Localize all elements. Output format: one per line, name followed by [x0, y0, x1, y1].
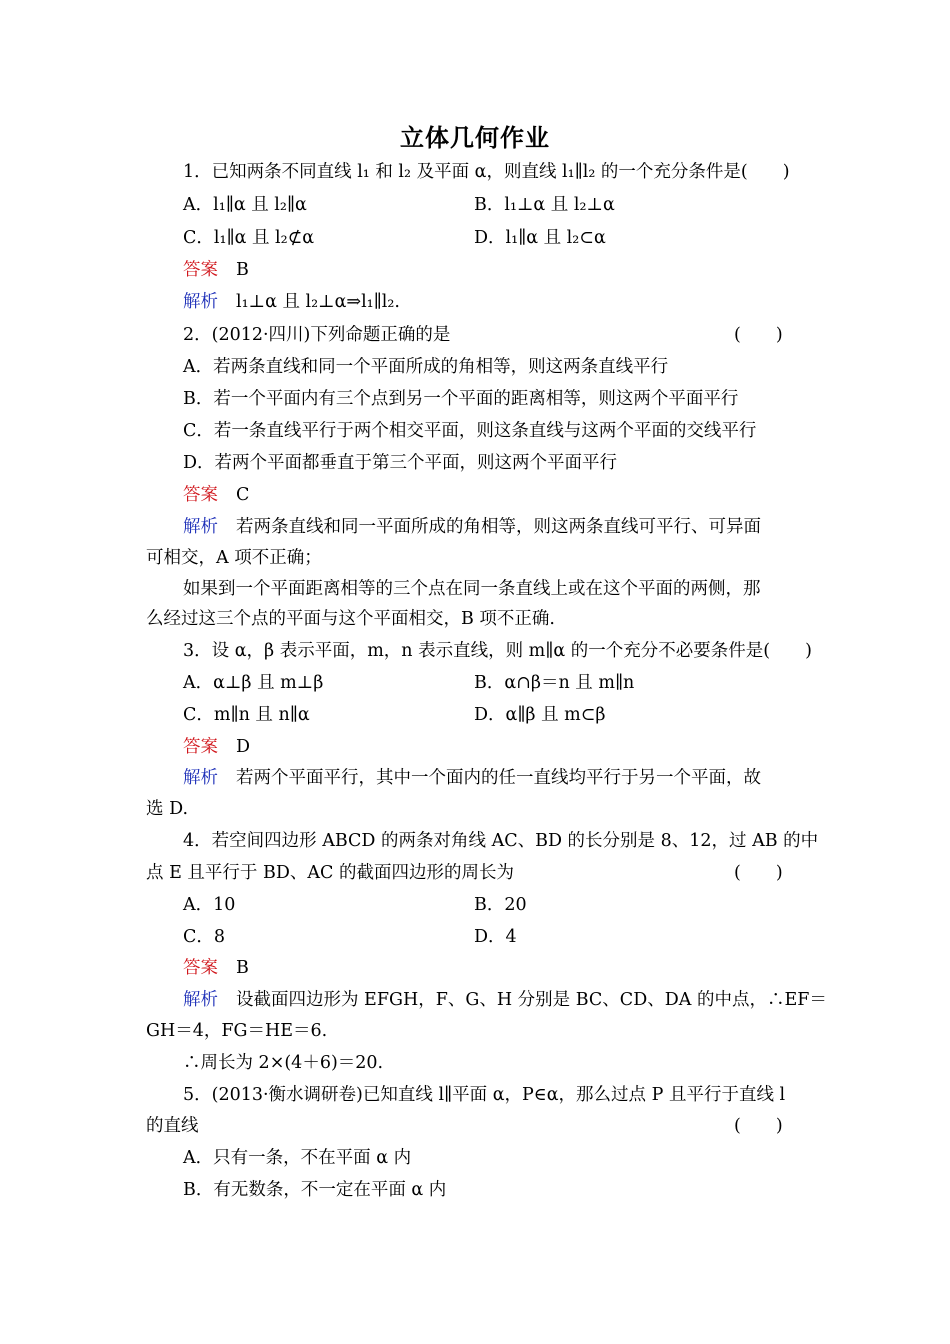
q2-answer-blank: ( ): [734, 325, 783, 345]
q2-option-d: D．若两个平面都垂直于第三个平面，则这两个平面平行: [183, 453, 618, 473]
q2-answer-row: [183, 483, 249, 507]
analysis-label: 解析: [183, 517, 218, 537]
q4-stem-1: 4．若空间四边形 ABCD 的两条对角线 AC、BD 的长分别是 8、12，过 AB 的中: [183, 831, 819, 851]
q2-analysis-1: 若两条直线和同一平面所成的角相等，则这两条直线可平行、可异面: [236, 517, 761, 537]
analysis-label: 解析: [183, 990, 218, 1010]
q5-stem-2: 的直线: [146, 1116, 199, 1136]
analysis-label: 解析: [183, 768, 218, 788]
q4-option-d: D．4: [474, 927, 517, 947]
q2-option-b: B．若一个平面内有三个点到另一个平面的距离相等，则这两个平面平行: [183, 389, 739, 409]
answer-label: 答案: [183, 958, 218, 978]
q5-option-a: A．只有一条，不在平面 α 内: [183, 1148, 412, 1168]
q4-answer: B: [236, 958, 249, 978]
q2-option-c: C．若一条直线平行于两个相交平面，则这条直线与这两个平面的交线平行: [183, 421, 757, 441]
q2-analysis-row: [183, 515, 761, 539]
q2-stem: 2．(2012·四川)下列命题正确的是: [183, 325, 451, 345]
q4-option-a: A．10: [183, 895, 236, 915]
q3-option-c: C．m∥n 且 n∥α: [183, 705, 310, 725]
q4-answer-row: [183, 956, 249, 980]
q1-analysis: l₁⊥α 且 l₂⊥α⇒l₁∥l₂.: [236, 292, 400, 312]
q3-stem: 3．设 α，β 表示平面，m，n 表示直线，则 m∥α 的一个充分不必要条件是( ): [183, 641, 812, 661]
q2-option-a: A．若两条直线和同一个平面所成的角相等，则这两条直线平行: [183, 357, 669, 377]
q3-option-a: A．α⊥β 且 m⊥β: [183, 673, 324, 693]
q1-option-a: A．l₁∥α 且 l₂∥α: [183, 195, 307, 215]
q4-option-c: C．8: [183, 927, 226, 947]
q4-analysis-1: 设截面四边形为 EFGH，F、G、H 分别是 BC、CD、DA 的中点，∴EF＝: [236, 990, 827, 1010]
q5-option-b: B．有无数条，不一定在平面 α 内: [183, 1180, 447, 1200]
q4-analysis-3: ∴周长为 2×(4＋6)＝20.: [183, 1053, 384, 1073]
q3-option-b: B．α∩β＝n 且 m∥n: [474, 673, 635, 693]
q2-analysis-2: 可相交，A 项不正确；: [146, 548, 322, 568]
q4-stem-2: 点 E 且平行于 BD、AC 的截面四边形的周长为: [146, 863, 514, 883]
q3-answer-row: [183, 735, 250, 759]
q2-analysis-3: 如果到一个平面距离相等的三个点在同一条直线上或在这个平面的两侧，那: [183, 579, 761, 599]
answer-label: 答案: [183, 260, 218, 280]
q1-option-b: B．l₁⊥α 且 l₂⊥α: [474, 195, 615, 215]
q2-answer: C: [236, 485, 250, 505]
q1-analysis-row: [183, 290, 400, 314]
q2-analysis-4: 么经过这三个点的平面与这个平面相交，B 项不正确.: [146, 609, 555, 629]
q5-answer-blank: ( ): [734, 1116, 783, 1136]
q1-answer: B: [236, 260, 249, 280]
answer-label: 答案: [183, 485, 218, 505]
answer-label: 答案: [183, 737, 218, 757]
q3-analysis-2: 选 D.: [146, 799, 189, 819]
q1-stem: 1．已知两条不同直线 l₁ 和 l₂ 及平面 α，则直线 l₁∥l₂ 的一个充分条件是( ): [183, 162, 790, 182]
q3-option-d: D．α∥β 且 m⊂β: [474, 705, 606, 725]
q4-analysis-row: [183, 988, 827, 1012]
q3-analysis-row: [183, 766, 761, 790]
analysis-label: 解析: [183, 292, 218, 312]
q3-answer: D: [236, 737, 251, 757]
q1-answer-row: [183, 258, 249, 282]
q1-option-c: C．l₁∥α 且 l₂⊄α: [183, 228, 315, 248]
q1-option-d: D．l₁∥α 且 l₂⊂α: [474, 228, 606, 248]
q3-analysis-1: 若两个平面平行，其中一个面内的任一直线均平行于另一个平面，故: [236, 768, 761, 788]
q4-option-b: B．20: [474, 895, 527, 915]
q4-analysis-2: GH＝4，FG＝HE＝6.: [146, 1021, 328, 1041]
page-title: 立体几何作业: [400, 123, 550, 152]
q5-stem-1: 5．(2013·衡水调研卷)已知直线 l∥平面 α，P∈α，那么过点 P 且平行于直线 l: [183, 1085, 786, 1105]
q4-answer-blank: ( ): [734, 863, 783, 883]
